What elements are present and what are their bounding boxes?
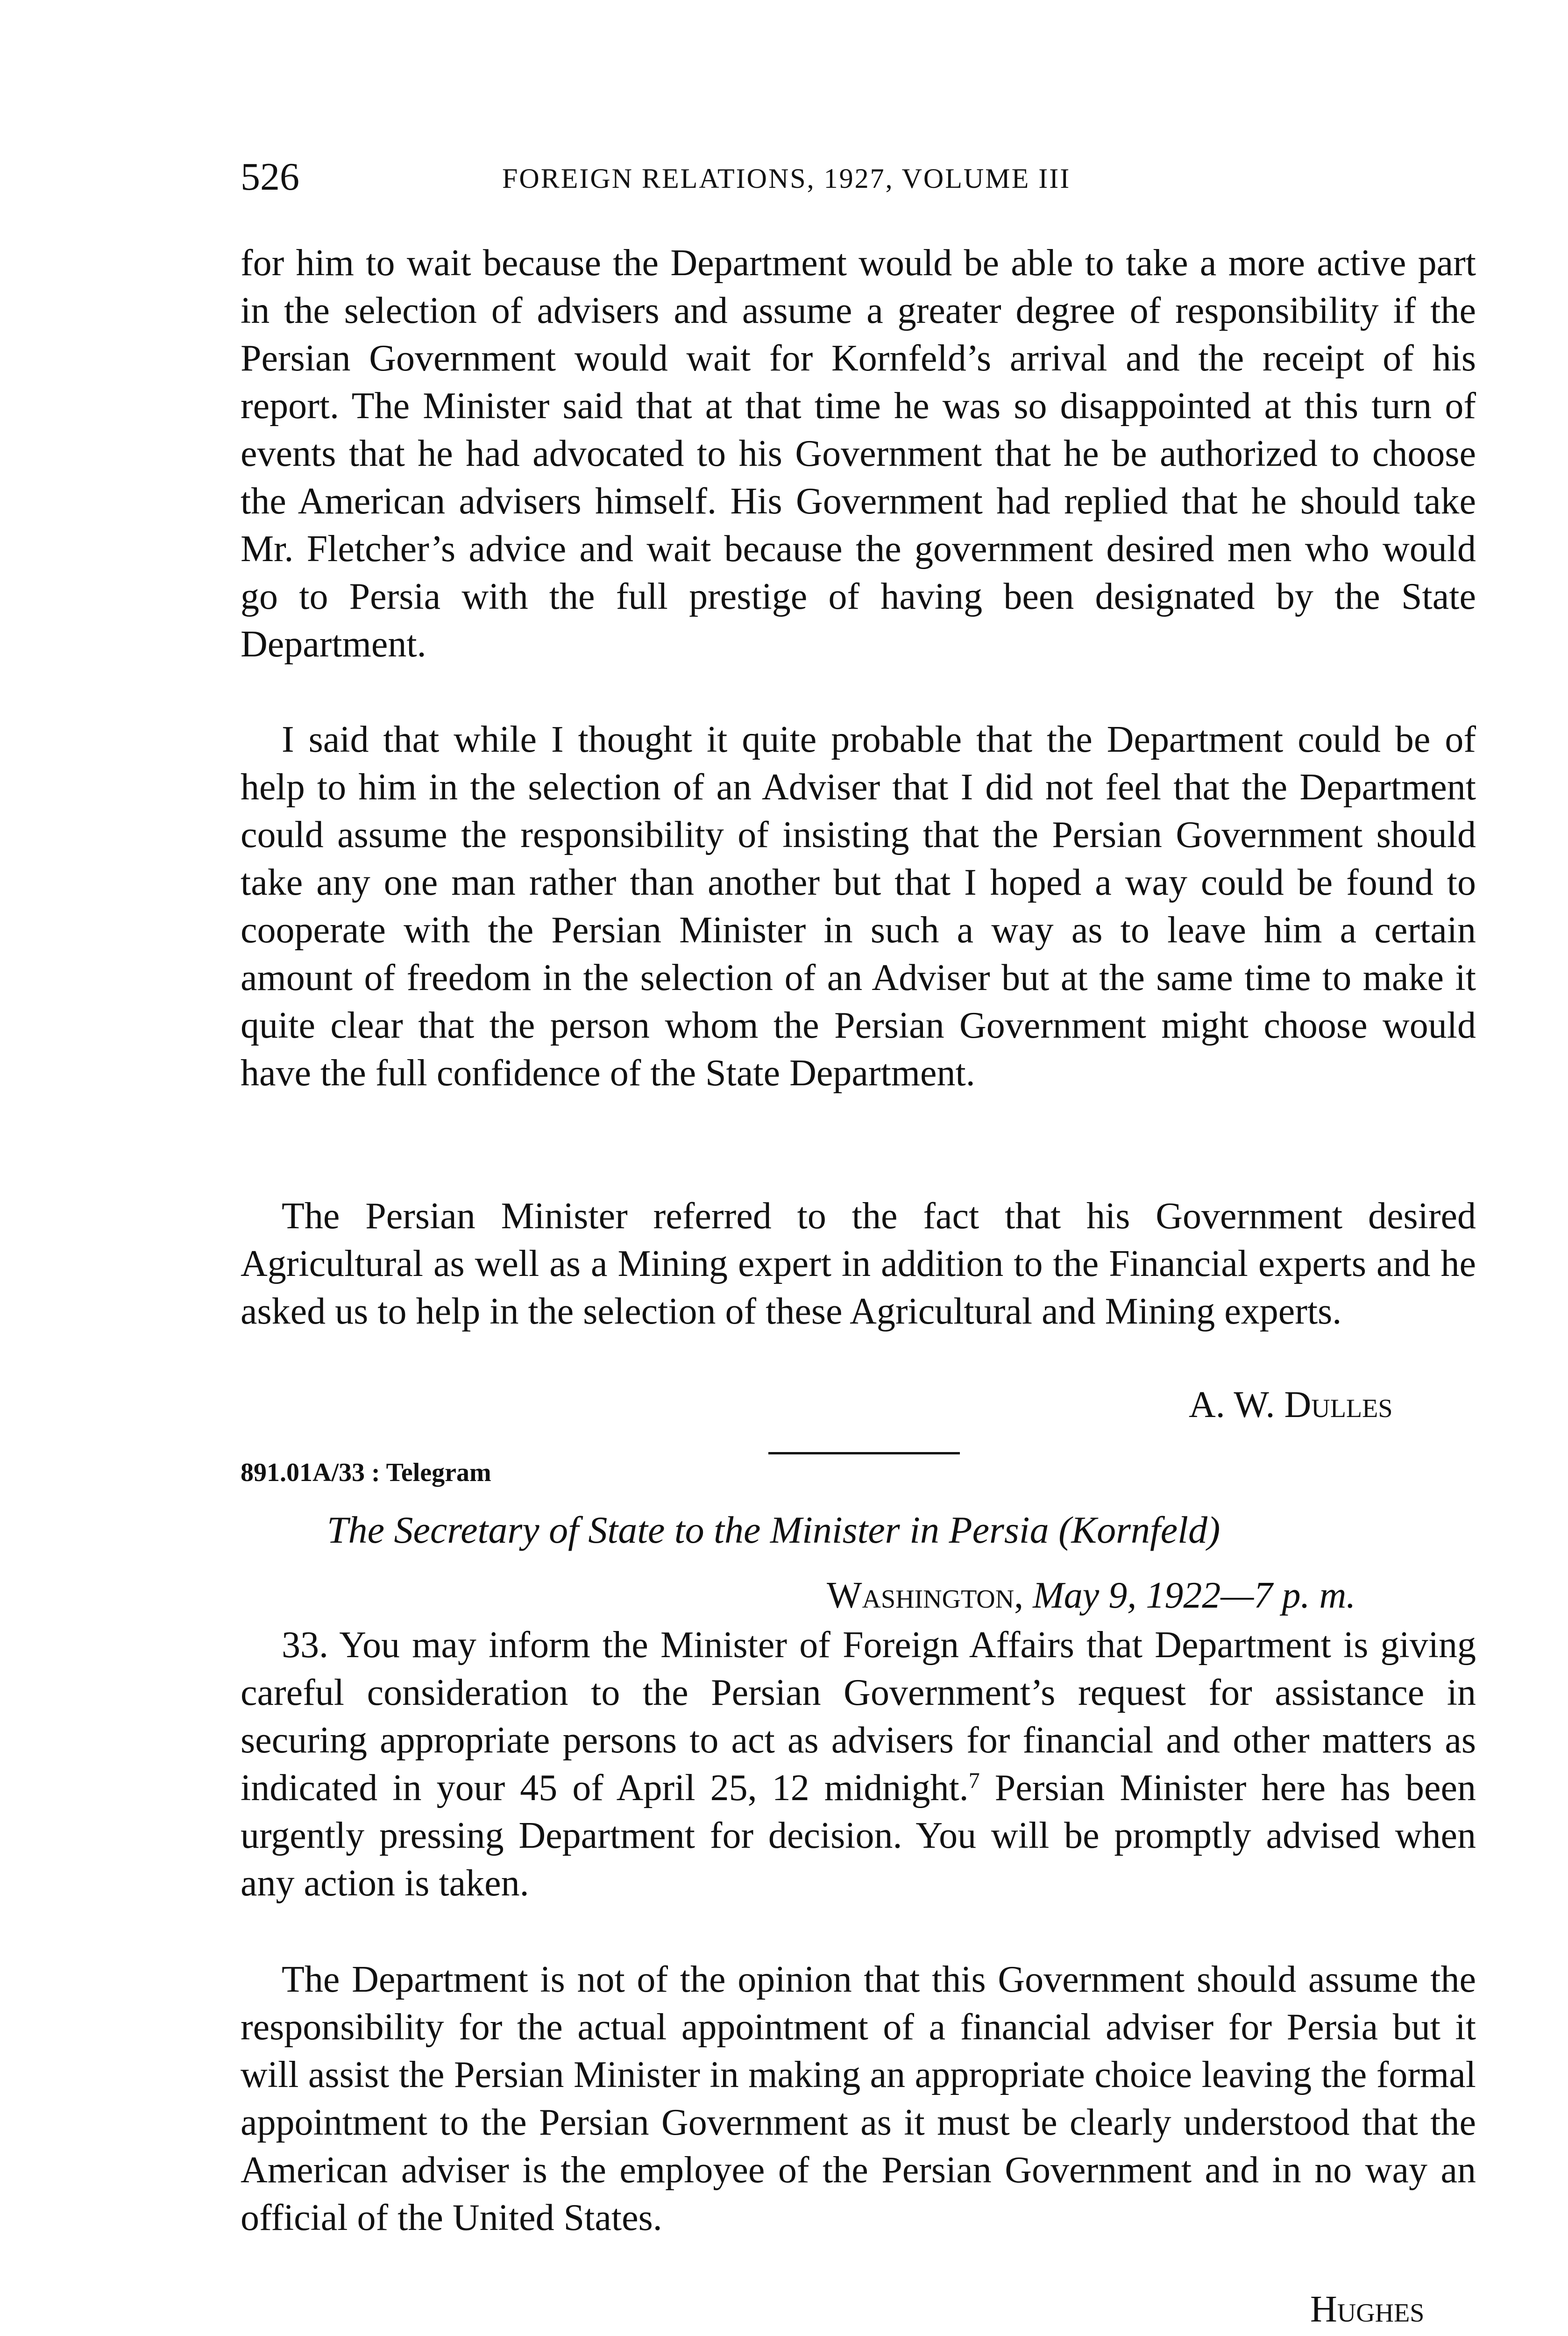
- section-divider: [768, 1452, 960, 1454]
- document-title: The Secretary of State to the Minister in Persia (Kornfeld): [327, 1509, 1220, 1551]
- doc2-paragraph-2: The Department is not of the opinion that this Government should assume the responsibility for the actual appointment of a financial adviser for Persia but it will assist the Persian Minister in making an appropriate choice leaving the formal appointment to the Persian Government as it must be clearly understood that the American adviser is the employee of the Persian Government and in no way an official of the United States.: [241, 1959, 1476, 2238]
- doc1-signature: A. W. Dulles: [1189, 1384, 1393, 1425]
- dateline-date: May 9, 1922—7 p. m.: [1033, 1575, 1356, 1616]
- footnote-reference: 7: [968, 1768, 980, 1793]
- doc2-paragraph-1-text: 33. You may inform the Minister of Foreign Affairs that Department is giving careful consideration to the Persian Government’s request for assistance in securing appropriate persons to act as advisers for financial and other matters as indicated in your 45 of April 25, 12 midnight.: [241, 1624, 1476, 1809]
- page-header: [241, 154, 1474, 210]
- page-number: 526: [241, 155, 299, 199]
- doc1-paragraph-3: The Persian Minister referred to the fact that his Government desired Agricultural as well as a Mining expert in addition to the Financial experts and he asked us to help in the selection of these Agricultural and Mining experts.: [241, 1196, 1476, 1332]
- doc2-paragraph-1: [241, 1621, 1476, 1907]
- dateline-place: Washington,: [827, 1575, 1024, 1616]
- doc2-paragraph-1-continuation: Persian Minister here has been urgently pressing Department for decision. You will be promptly advised when any action is taken.: [241, 1767, 1476, 1904]
- doc1-paragraph-1: for him to wait because the Department would be able to take a more active part in the selection of advisers and assume a greater degree of responsibility if the Persian Government would wait for Kornfeld’s arrival and the receipt of his report. The Minister said that at that time he was so disappointed at this turn of events that he had advocated to his Government that he be authorized to choose the American advisers himself. His Government had replied that he should take Mr. Fletcher’s advice and wait because the government desired men who would go to Persia with the full prestige of having been designated by the State Department.: [241, 242, 1476, 665]
- dateline: [827, 1574, 1355, 1617]
- running-title: FOREIGN RELATIONS, 1927, VOLUME III: [502, 163, 1071, 194]
- doc2-signature: Hughes: [1310, 2289, 1425, 2330]
- doc1-paragraph-2: I said that while I thought it quite probable that the Department could be of help to him in the selection of an Adviser that I did not feel that the Department could assume the responsibility of insisting that the Persian Government should take any one man rather than another but that I hoped a way could be found to cooperate with the Persian Minister in such a way as to leave him a certain amount of freedom in the selection of an Adviser but at the same time to make it quite clear that the person whom the Persian Government might choose would have the full confidence of the State Department.: [241, 719, 1476, 1094]
- file-number: 891.01A/33 : Telegram: [241, 1458, 491, 1487]
